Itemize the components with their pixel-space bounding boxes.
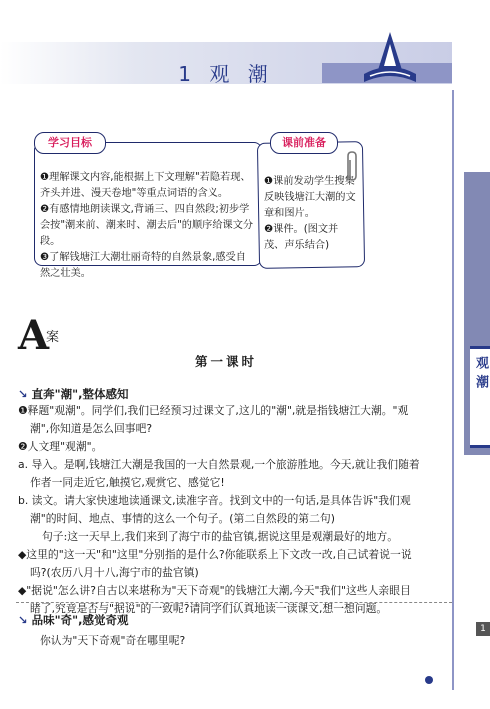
- text-line: 吗?(农历八月十八,海宁市的盐官镇): [30, 566, 199, 579]
- text-line: 睹了,究竟是否与"据说"的一致呢?请同学们认真地读一读课文,想一想问题。: [30, 602, 388, 615]
- learning-goals-tab: 学习目标: [34, 132, 106, 154]
- text-line: ◆这里的"这一天"和"这里"分别指的是什么?你能联系上下文改一改,自己试着说一说: [18, 548, 412, 561]
- part1-body: [18, 402, 452, 618]
- text-line: 作者一同走近它,触摸它,观赏它、感觉它!: [30, 476, 225, 489]
- prep-item: ❶课前发动学生搜集反映钱塘江大潮的文章和图片。: [264, 176, 356, 219]
- chapter-tab-label: 观潮: [473, 356, 488, 394]
- arrow-marker-icon: ↘: [18, 387, 28, 401]
- part1-heading: [18, 386, 129, 402]
- part2-body: [40, 632, 440, 650]
- text-line: 潮"的时间、地点、事情的这么一个句子。(第二自然段的第二句): [30, 512, 335, 525]
- text-line: a. 导入。是啊,钱塘江大潮是我国的一大自然景观,一个旅游胜地。今天,就让我们随着: [18, 458, 420, 471]
- text-line: 你认为"天下奇观"奇在哪里呢?: [40, 634, 186, 647]
- part2-heading-text: 品味"奇",感觉奇观: [31, 613, 129, 627]
- text-line: ❶释题"观潮"。同学们,我们已经预习过课文了,这儿的"潮",就是指钱塘江大潮。"观: [18, 404, 409, 417]
- part1-heading-text: 直奔"潮",整体感知: [31, 387, 129, 401]
- goal-item: ❸了解钱塘江大潮壮丽奇特的自然景象,感受自然之壮美。: [40, 252, 246, 279]
- text-line: b. 读文。请大家快速地读通课文,读准字音。找到文中的一句话,是具体告诉"我们观: [18, 494, 411, 507]
- section-divider: [16, 602, 452, 603]
- paperclip-icon: [342, 150, 360, 184]
- text-line: ◆"据说"怎么讲?自古以来堪称为"天下奇观"的钱塘江大潮,今天"我们"这些人亲眼目: [18, 584, 411, 597]
- lesson-title: 1 观 潮: [178, 62, 274, 86]
- text-line: ❷人文理"观潮"。: [18, 440, 103, 453]
- class-prep-tab: 课前准备: [270, 132, 338, 154]
- case-suffix: 案: [46, 330, 60, 345]
- section-title: 第一课时: [194, 354, 257, 369]
- page-dot-ornament: [425, 676, 433, 684]
- goal-item: ❶理解课文内容,能根据上下文理解"若隐若现、齐头并进、漫天卷地"等重点词语的含义。: [40, 172, 251, 199]
- goal-item: ❷有感情地朗读课文,背诵三、四自然段;初步学会按"潮来前、潮来时、潮去后"的顺序给课文分段。: [40, 204, 254, 247]
- class-prep-list: [264, 174, 356, 254]
- page-border-line: [452, 90, 454, 690]
- text-line: 潮",你知道是怎么回事吧?: [30, 422, 153, 435]
- case-letter: A: [18, 312, 50, 359]
- prep-item: ❷课件。(图文并茂、声乐结合): [264, 224, 339, 251]
- quoted-sentence: 句子:这一天早上,我们来到了海宁市的盐官镇,据说这里是观潮最好的地方。: [42, 530, 398, 543]
- learning-goals-list: [40, 170, 256, 282]
- page-number: 1: [476, 622, 490, 636]
- arrow-marker-icon: ↘: [18, 613, 28, 627]
- part2-heading: [18, 612, 129, 628]
